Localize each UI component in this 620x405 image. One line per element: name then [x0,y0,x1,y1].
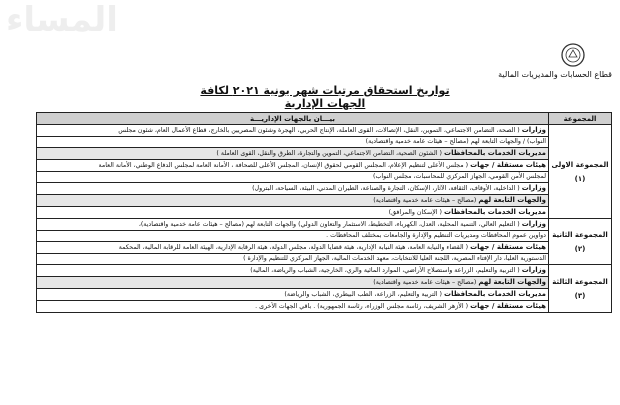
group-number: (١) [574,174,586,183]
entity-line [37,125,549,137]
entity-text: ( مجلس الأعلى لتنظيم الإعلام، المجلس القومي لحقوق الإنسان، المجلس الأعلى للصحافة ، الأمانة العامة لمجلس الدفاع الوطني، الأمانة العامة [98,162,469,169]
entity-text: دواوين عموم المحافظات ومديريات التنظيم والإدارة والجامعات بمختلف المحافظات . [326,232,546,239]
entity-label: مديريات الخدمات بالمحافظات [444,149,546,157]
table-row [37,172,612,183]
table-row [37,183,612,195]
entity-text: ( الداخلية، الأوقاف، الثقافة، الآثار، الإسكان، التجارة والصناعة، الطيران المدني، البيئة، السياحة، البترول) [252,185,520,192]
table-row [37,277,612,289]
entity-line [37,289,549,301]
table-row [37,301,612,313]
page-title: تواريخ استحقاق مرتبات شهر يونية ٢٠٢١ لكافة الجهات الإدارية [200,84,450,110]
entity-text: ( الإسكان والمرافق) [388,209,443,216]
entity-line [37,207,549,219]
table-row [37,265,612,277]
entity-line [37,195,549,207]
salary-schedule-table [36,112,612,313]
watermark: المساء [6,0,118,40]
group-name: المجموعة الاولى [551,160,609,169]
entity-label: وزارات [521,184,546,192]
entity-text: ( القضاء والنيابة العامة، هيئة النيابة الإدارية، هيئة قضايا الدولة، مجلس الدولة، هيئة الرقابة الإدارية، الهيئة العامة للرقابة المالية، المحكمة [118,244,469,251]
entity-text: ( التربية والتعليم، الزراعة، الطب البيطري، الشباب والرياضة) [284,291,443,298]
table-row [37,160,612,172]
table-row [37,148,612,160]
group-cell [549,219,612,265]
entity-label: هيئات مستقلة / جهات [470,302,546,310]
entity-line [37,254,549,265]
entity-line [37,148,549,160]
table-row [37,254,612,265]
entity-line [37,231,549,242]
entity-label: والجهات التابعة لهم [478,196,546,204]
table-row [37,242,612,254]
entity-text: ( الصحة، التضامن الاجتماعي، التموين، النقل، الإتصالات، القوى العاملة، الإنتاج الحربي، الهجرة وشئون المصريين بالخارج، قطاع الأعمال العام، شئون مجلس [118,127,520,134]
group-cell [549,125,612,219]
column-header-entities: بيـــان بالجهات الإداريـــة [37,113,549,125]
column-header-group: المجموعة [549,113,612,125]
entity-text: ( الأزهر الشريف، رئاسة مجلس الوزراء، رئاسة الجمهورية) . باقي الجهات الأخرى . [255,303,469,310]
entity-line [37,160,549,172]
ministry-seal-icon [560,42,586,68]
entity-label: وزارات [521,266,546,274]
entity-line [37,301,549,313]
entity-line [37,219,549,231]
group-number: (٣) [574,291,586,300]
entity-text: ( التربية والتعليم، الزراعة واستصلاح الأراضي، الموارد المائية والري، الخارجية، الشباب والرياضة، المالية) [250,267,520,274]
group-name: المجموعة الثالثة [552,277,608,286]
entity-label: هيئات مستقلة / جهات [470,243,546,251]
entity-line [37,265,549,277]
table-row [37,195,612,207]
entity-label: والجهات التابعة لهم [478,278,546,286]
group-number: (٢) [574,244,586,253]
entity-line [37,137,549,148]
table-row [37,137,612,148]
entity-text: لمجلس الأمن القومي، الجهاز المركزي للمحاسبات، مجلس النواب) [373,173,546,180]
entity-label: وزارات [521,220,546,228]
entity-line [37,242,549,254]
table-row [37,231,612,242]
table-header-row [37,113,612,125]
entity-text: (مصالح – هيئات عامة خدمية واقتصادية) [373,279,477,286]
group-name: المجموعة الثانية [552,230,608,239]
table-row [37,219,612,231]
entity-text: (مصالح – هيئات عامة خدمية واقتصادية) [373,197,477,204]
entity-text: الدستورية العليا، دار الإفتاء المصرية، اللجنة العليا للانتخابات، معهد الخدمات المالية، الجهاز المركزي للتنظيم والإدارة ) [243,255,546,262]
group-cell [549,265,612,313]
entity-label: هيئات مستقلة / جهات [470,161,546,169]
entity-text: النواب) / والجهات التابعة لهم (مصالح – هيئات عامة خدمية واقتصادية) [365,138,546,145]
ministry-name: قطاع الحسابات والمديريات المالية [498,70,612,79]
table-row [37,207,612,219]
entity-text: ( التعليم العالي، التنمية المحلية، العدل، الكهرباء، التخطيط، الاستثمار والتعاون الدولي) والجهات التابعة لهم (مصالح – هيئات عامة خدمية واقتصادية)، [138,221,520,228]
entity-text: ( الشئون الصحية، التضامن الاجتماعي، التموين والتجارة، الطرق والنقل، القوى العاملة ) [216,150,443,157]
entity-line [37,172,549,183]
entity-line [37,277,549,289]
entity-label: وزارات [521,126,546,134]
entity-label: مديريات الخدمات بالمحافظات [444,208,546,216]
table-row [37,289,612,301]
entity-label: مديريات الخدمات بالمحافظات [444,290,546,298]
table-row [37,125,612,137]
entity-line [37,183,549,195]
